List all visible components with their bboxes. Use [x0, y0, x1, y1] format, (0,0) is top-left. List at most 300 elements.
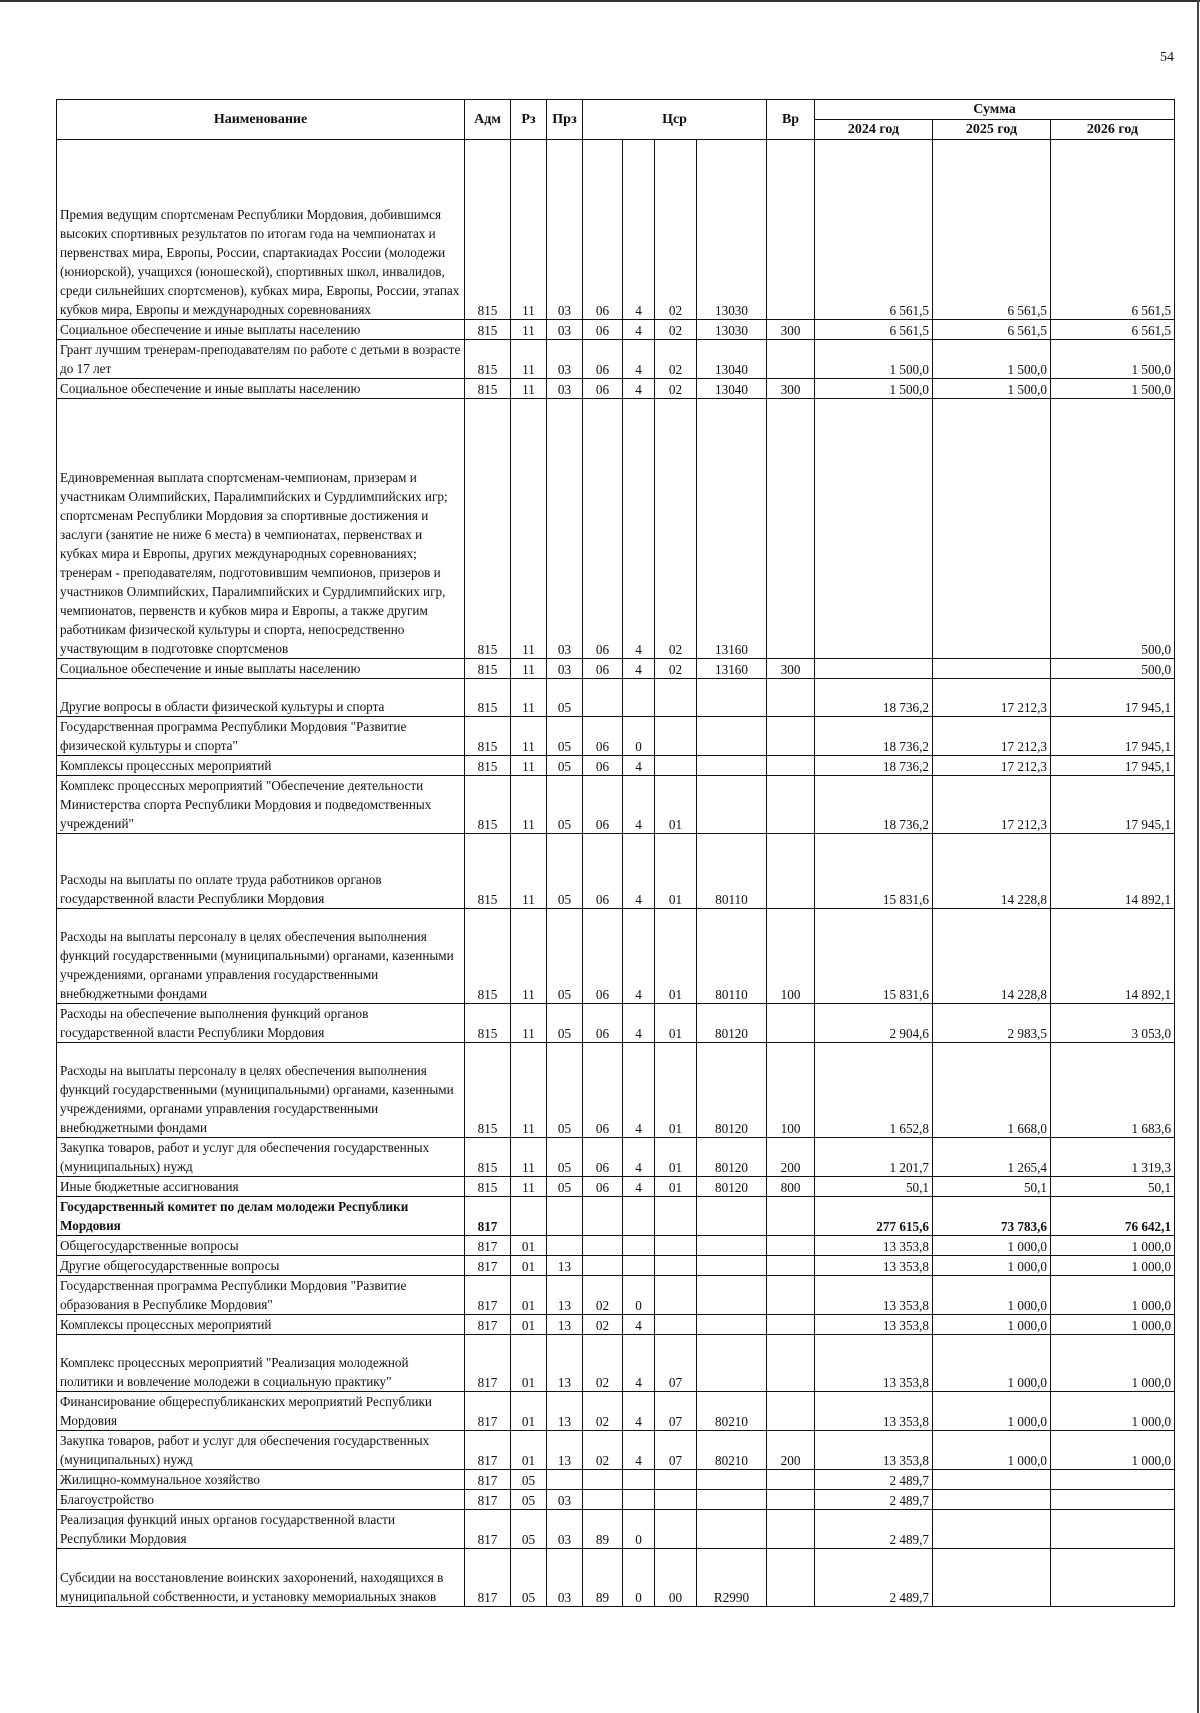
row-csr-2	[623, 1490, 655, 1510]
row-prz	[547, 1197, 583, 1236]
row-csr-1	[583, 679, 623, 717]
row-value-2024: 6 561,5	[815, 320, 933, 340]
table-row	[57, 1392, 1175, 1431]
row-csr-2	[623, 679, 655, 717]
table-row	[57, 756, 1175, 776]
row-csr-2	[623, 1236, 655, 1256]
row-value-2024: 13 353,8	[815, 1236, 933, 1256]
row-adm: 815	[465, 379, 511, 399]
row-csr-3	[655, 1470, 697, 1490]
row-prz: 05	[547, 756, 583, 776]
row-prz: 05	[547, 1138, 583, 1177]
row-adm: 815	[465, 399, 511, 659]
row-rz: 11	[511, 776, 547, 834]
row-vr	[767, 1004, 815, 1043]
row-adm: 815	[465, 776, 511, 834]
row-csr-1: 06	[583, 659, 623, 679]
row-name: Премия ведущим спортсменам Республики Мордовия, добившимся высоких спортивных результатов по итогам года на чемпионатах и первенствах мира, Европы, России, спартакиадах России (молодежи (юниорской), учащихся (юношеской), спортивных школ, инвалидов, среди сильнейших спортсменов), кубках мира, Европы, России, этапах кубков мира, Европы и международных соревнованиях	[57, 140, 465, 320]
header-sum: Сумма	[815, 100, 1175, 120]
row-rz: 01	[511, 1256, 547, 1276]
row-name: Комплекс процессных мероприятий "Обеспечение деятельности Министерства спорта Республики Мордовия и подведомственных учреждений"	[57, 776, 465, 834]
header-year-2025: 2025 год	[933, 120, 1051, 140]
row-csr-3: 01	[655, 909, 697, 1004]
header-csr: Цср	[583, 100, 767, 140]
row-rz: 01	[511, 1335, 547, 1392]
row-adm: 815	[465, 1177, 511, 1197]
row-rz: 11	[511, 909, 547, 1004]
row-csr-3: 07	[655, 1431, 697, 1470]
row-csr-1: 06	[583, 1138, 623, 1177]
row-value-2024: 2 904,6	[815, 1004, 933, 1043]
row-csr-1: 06	[583, 140, 623, 320]
row-name: Государственная программа Республики Мордовия "Развитие образования в Республике Мордовия"	[57, 1276, 465, 1315]
row-csr-1: 06	[583, 909, 623, 1004]
budget-table	[56, 99, 1175, 1607]
row-vr	[767, 717, 815, 756]
row-value-2025: 1 000,0	[933, 1335, 1051, 1392]
row-rz: 05	[511, 1470, 547, 1490]
row-value-2026	[1051, 1549, 1175, 1607]
row-csr-1: 06	[583, 756, 623, 776]
row-value-2026: 6 561,5	[1051, 320, 1175, 340]
row-value-2026: 14 892,1	[1051, 909, 1175, 1004]
row-csr-2: 4	[623, 1431, 655, 1470]
row-csr-4	[697, 776, 767, 834]
table-body	[57, 140, 1175, 1607]
row-csr-3: 01	[655, 1177, 697, 1197]
row-vr: 200	[767, 1431, 815, 1470]
row-name: Расходы на выплаты персоналу в целях обеспечения выполнения функций государственными (муниципальными) органами, казенными учреждениями, органами управления государственными внебюджетными фондами	[57, 909, 465, 1004]
row-name: Социальное обеспечение и иные выплаты населению	[57, 379, 465, 399]
row-adm: 817	[465, 1490, 511, 1510]
row-prz: 05	[547, 776, 583, 834]
row-csr-3	[655, 1510, 697, 1549]
row-value-2026: 1 500,0	[1051, 379, 1175, 399]
row-rz: 11	[511, 1043, 547, 1138]
row-csr-4	[697, 756, 767, 776]
row-rz: 11	[511, 834, 547, 909]
row-value-2024: 1 201,7	[815, 1138, 933, 1177]
row-csr-1	[583, 1256, 623, 1276]
row-csr-3: 01	[655, 1138, 697, 1177]
row-csr-3: 01	[655, 776, 697, 834]
row-csr-1: 89	[583, 1549, 623, 1607]
row-csr-3	[655, 1256, 697, 1276]
row-csr-1: 02	[583, 1392, 623, 1431]
row-csr-3	[655, 756, 697, 776]
row-csr-2: 4	[623, 320, 655, 340]
row-csr-1: 06	[583, 1177, 623, 1197]
row-vr	[767, 834, 815, 909]
row-csr-3: 02	[655, 320, 697, 340]
row-vr	[767, 1490, 815, 1510]
row-csr-1: 89	[583, 1510, 623, 1549]
row-csr-3: 02	[655, 399, 697, 659]
row-csr-1: 06	[583, 1004, 623, 1043]
table-row	[57, 659, 1175, 679]
row-value-2025	[933, 399, 1051, 659]
row-prz: 03	[547, 1510, 583, 1549]
row-value-2024: 50,1	[815, 1177, 933, 1197]
row-prz: 13	[547, 1431, 583, 1470]
row-value-2026: 500,0	[1051, 659, 1175, 679]
row-name: Субсидии на восстановление воинских захоронений, находящихся в муниципальной собственности, и установку мемориальных знаков	[57, 1549, 465, 1607]
row-csr-3: 01	[655, 834, 697, 909]
row-adm: 817	[465, 1197, 511, 1236]
row-vr: 100	[767, 1043, 815, 1138]
row-value-2025: 17 212,3	[933, 679, 1051, 717]
row-adm: 815	[465, 834, 511, 909]
row-name: Благоустройство	[57, 1490, 465, 1510]
table-row	[57, 1549, 1175, 1607]
row-csr-3: 07	[655, 1335, 697, 1392]
row-name: Государственная программа Республики Мордовия "Развитие физической культуры и спорта"	[57, 717, 465, 756]
row-csr-4	[697, 1510, 767, 1549]
row-csr-1	[583, 1470, 623, 1490]
row-csr-4	[697, 1470, 767, 1490]
header-adm: Адм	[465, 100, 511, 140]
table-row	[57, 140, 1175, 320]
row-prz	[547, 1236, 583, 1256]
row-value-2025: 14 228,8	[933, 834, 1051, 909]
row-name: Единовременная выплата спортсменам-чемпионам, призерам и участникам Олимпийских, Паралимпийских и Сурдлимпийских игр; спортсменам Республики Мордовия за спортивные достижения и заслуги (занятие не ниже 6 места) в чемпионатах, первенствах и кубках мира и Европы, других международных соревнованиях; тренерам - преподавателям, подготовившим чемпионов, призеров и участников Олимпийских, Паралимпийских и Сурдлимпийских игр, чемпионатов, первенств и кубков мира и Европы, а также другим работникам физической культуры и спорта, непосредственно участвующим в подготовке спортсменов	[57, 399, 465, 659]
row-rz: 11	[511, 399, 547, 659]
row-rz: 05	[511, 1549, 547, 1607]
row-prz: 03	[547, 399, 583, 659]
row-vr	[767, 776, 815, 834]
row-prz: 03	[547, 140, 583, 320]
row-csr-1	[583, 1197, 623, 1236]
row-rz: 01	[511, 1236, 547, 1256]
row-csr-4: 80110	[697, 834, 767, 909]
row-rz: 11	[511, 1177, 547, 1197]
row-value-2024	[815, 399, 933, 659]
row-prz: 05	[547, 909, 583, 1004]
row-csr-1: 06	[583, 320, 623, 340]
row-rz: 11	[511, 379, 547, 399]
table-row	[57, 399, 1175, 659]
row-value-2025: 1 000,0	[933, 1392, 1051, 1431]
row-value-2025: 1 668,0	[933, 1043, 1051, 1138]
row-value-2024: 1 500,0	[815, 379, 933, 399]
row-vr	[767, 1549, 815, 1607]
row-vr	[767, 1236, 815, 1256]
table-row	[57, 1490, 1175, 1510]
row-csr-2	[623, 1470, 655, 1490]
row-csr-1: 02	[583, 1315, 623, 1335]
page-border-right	[1197, 0, 1199, 1713]
row-csr-4: 13030	[697, 140, 767, 320]
row-vr	[767, 1197, 815, 1236]
row-name: Расходы на обеспечение выполнения функций органов государственной власти Республики Мордовия	[57, 1004, 465, 1043]
row-value-2025	[933, 1490, 1051, 1510]
row-rz: 11	[511, 140, 547, 320]
row-value-2024	[815, 659, 933, 679]
row-adm: 815	[465, 659, 511, 679]
row-prz: 13	[547, 1392, 583, 1431]
row-adm: 817	[465, 1392, 511, 1431]
row-value-2025: 50,1	[933, 1177, 1051, 1197]
row-vr	[767, 140, 815, 320]
row-csr-4	[697, 1315, 767, 1335]
row-value-2025: 73 783,6	[933, 1197, 1051, 1236]
row-csr-4: 80210	[697, 1392, 767, 1431]
header-year-2024: 2024 год	[815, 120, 933, 140]
row-vr	[767, 340, 815, 379]
row-value-2026: 1 000,0	[1051, 1276, 1175, 1315]
row-csr-3: 00	[655, 1549, 697, 1607]
row-csr-1: 06	[583, 776, 623, 834]
row-csr-2: 4	[623, 1138, 655, 1177]
row-value-2025: 1 000,0	[933, 1431, 1051, 1470]
row-value-2024: 18 736,2	[815, 717, 933, 756]
row-value-2024: 15 831,6	[815, 834, 933, 909]
row-prz: 03	[547, 659, 583, 679]
row-csr-4: 80110	[697, 909, 767, 1004]
table-row	[57, 1276, 1175, 1315]
row-csr-1	[583, 1490, 623, 1510]
row-vr	[767, 1276, 815, 1315]
row-csr-4: 80120	[697, 1043, 767, 1138]
row-csr-4: 80120	[697, 1004, 767, 1043]
row-value-2026: 1 000,0	[1051, 1256, 1175, 1276]
row-csr-1: 06	[583, 1043, 623, 1138]
row-value-2024: 1 652,8	[815, 1043, 933, 1138]
row-value-2026: 500,0	[1051, 399, 1175, 659]
row-csr-2: 4	[623, 776, 655, 834]
row-value-2025: 1 265,4	[933, 1138, 1051, 1177]
row-csr-2: 4	[623, 340, 655, 379]
row-value-2026	[1051, 1510, 1175, 1549]
row-value-2024: 13 353,8	[815, 1335, 933, 1392]
table-row	[57, 1138, 1175, 1177]
row-value-2026: 14 892,1	[1051, 834, 1175, 909]
row-value-2025: 1 500,0	[933, 379, 1051, 399]
table-row	[57, 1431, 1175, 1470]
row-vr	[767, 1392, 815, 1431]
row-csr-3	[655, 1276, 697, 1315]
row-csr-4: 80120	[697, 1138, 767, 1177]
row-value-2025: 17 212,3	[933, 756, 1051, 776]
row-csr-4	[697, 1490, 767, 1510]
row-rz: 05	[511, 1510, 547, 1549]
row-adm: 815	[465, 340, 511, 379]
row-adm: 817	[465, 1315, 511, 1335]
row-prz: 05	[547, 834, 583, 909]
row-rz: 11	[511, 1138, 547, 1177]
row-prz: 05	[547, 1043, 583, 1138]
row-value-2026: 17 945,1	[1051, 776, 1175, 834]
row-csr-4: 13040	[697, 379, 767, 399]
table-row	[57, 1197, 1175, 1236]
row-name: Финансирование общереспубликанских мероприятий Республики Мордовия	[57, 1392, 465, 1431]
row-csr-4	[697, 1256, 767, 1276]
row-adm: 817	[465, 1256, 511, 1276]
row-name: Расходы на выплаты персоналу в целях обеспечения выполнения функций государственными (муниципальными) органами, казенными учреждениями, органами управления государственными внебюджетными фондами	[57, 1043, 465, 1138]
row-csr-2	[623, 1197, 655, 1236]
table-row	[57, 320, 1175, 340]
row-csr-2: 0	[623, 717, 655, 756]
row-prz: 05	[547, 1177, 583, 1197]
table-row	[57, 1004, 1175, 1043]
row-adm: 815	[465, 320, 511, 340]
row-csr-3	[655, 1315, 697, 1335]
row-name: Общегосударственные вопросы	[57, 1236, 465, 1256]
row-adm: 817	[465, 1335, 511, 1392]
row-value-2024: 2 489,7	[815, 1490, 933, 1510]
row-adm: 815	[465, 679, 511, 717]
row-value-2026	[1051, 1490, 1175, 1510]
table-row	[57, 679, 1175, 717]
row-prz: 05	[547, 717, 583, 756]
row-vr	[767, 1510, 815, 1549]
row-value-2024: 18 736,2	[815, 679, 933, 717]
row-csr-3	[655, 1197, 697, 1236]
row-csr-3: 01	[655, 1004, 697, 1043]
row-value-2025: 1 000,0	[933, 1236, 1051, 1256]
row-csr-2: 4	[623, 756, 655, 776]
row-rz: 05	[511, 1490, 547, 1510]
row-csr-2: 4	[623, 909, 655, 1004]
row-rz: 01	[511, 1431, 547, 1470]
row-csr-4: 13030	[697, 320, 767, 340]
row-csr-3	[655, 1236, 697, 1256]
table-row	[57, 1510, 1175, 1549]
table-row	[57, 909, 1175, 1004]
row-prz: 13	[547, 1315, 583, 1335]
table-row	[57, 834, 1175, 909]
row-csr-1: 06	[583, 717, 623, 756]
row-rz	[511, 1197, 547, 1236]
row-adm: 815	[465, 756, 511, 776]
row-name: Закупка товаров, работ и услуг для обеспечения государственных (муниципальных) нужд	[57, 1431, 465, 1470]
row-csr-4: 80120	[697, 1177, 767, 1197]
row-adm: 815	[465, 1138, 511, 1177]
table-row	[57, 1256, 1175, 1276]
row-csr-1: 06	[583, 379, 623, 399]
row-csr-4: 80210	[697, 1431, 767, 1470]
row-value-2025	[933, 1510, 1051, 1549]
row-value-2025: 2 983,5	[933, 1004, 1051, 1043]
row-csr-2: 4	[623, 379, 655, 399]
row-csr-2: 4	[623, 1004, 655, 1043]
row-csr-4	[697, 1276, 767, 1315]
row-value-2025: 1 000,0	[933, 1315, 1051, 1335]
table-row	[57, 717, 1175, 756]
header-rz: Рз	[511, 100, 547, 140]
row-vr: 100	[767, 909, 815, 1004]
row-csr-2: 4	[623, 659, 655, 679]
row-csr-1: 06	[583, 399, 623, 659]
row-value-2025: 1 000,0	[933, 1276, 1051, 1315]
header-year-2026: 2026 год	[1051, 120, 1175, 140]
row-rz: 11	[511, 717, 547, 756]
row-adm: 815	[465, 1043, 511, 1138]
row-name: Расходы на выплаты по оплате труда работников органов государственной власти Республики Мордовия	[57, 834, 465, 909]
row-csr-2: 4	[623, 1335, 655, 1392]
row-csr-1: 02	[583, 1335, 623, 1392]
row-adm: 817	[465, 1431, 511, 1470]
row-csr-2: 0	[623, 1549, 655, 1607]
row-name: Комплекс процессных мероприятий "Реализация молодежной политики и вовлечение молодежи в социальную практику"	[57, 1335, 465, 1392]
page-number: 54	[1160, 50, 1174, 65]
row-name: Жилищно-коммунальное хозяйство	[57, 1470, 465, 1490]
row-value-2024: 277 615,6	[815, 1197, 933, 1236]
row-csr-1: 02	[583, 1276, 623, 1315]
row-adm: 815	[465, 140, 511, 320]
row-prz: 03	[547, 340, 583, 379]
row-csr-3	[655, 1490, 697, 1510]
row-csr-2: 4	[623, 399, 655, 659]
row-adm: 817	[465, 1470, 511, 1490]
row-csr-4	[697, 1335, 767, 1392]
row-name: Иные бюджетные ассигнования	[57, 1177, 465, 1197]
row-csr-4: 13160	[697, 399, 767, 659]
row-csr-2: 4	[623, 140, 655, 320]
row-csr-2: 4	[623, 834, 655, 909]
row-csr-2: 4	[623, 1315, 655, 1335]
header-name: Наименование	[57, 100, 465, 140]
row-rz: 11	[511, 1004, 547, 1043]
row-vr: 200	[767, 1138, 815, 1177]
row-rz: 01	[511, 1315, 547, 1335]
row-value-2025	[933, 1549, 1051, 1607]
row-prz: 03	[547, 379, 583, 399]
row-vr	[767, 679, 815, 717]
row-csr-2: 0	[623, 1276, 655, 1315]
row-prz: 05	[547, 679, 583, 717]
row-value-2026: 76 642,1	[1051, 1197, 1175, 1236]
row-csr-4: 13160	[697, 659, 767, 679]
row-csr-1: 06	[583, 834, 623, 909]
row-value-2025: 1 500,0	[933, 340, 1051, 379]
row-value-2024: 13 353,8	[815, 1431, 933, 1470]
row-value-2026: 6 561,5	[1051, 140, 1175, 320]
row-csr-4	[697, 717, 767, 756]
row-value-2025	[933, 1470, 1051, 1490]
row-value-2026: 17 945,1	[1051, 679, 1175, 717]
row-name: Социальное обеспечение и иные выплаты населению	[57, 659, 465, 679]
row-vr: 300	[767, 320, 815, 340]
header-prz: Прз	[547, 100, 583, 140]
row-value-2024: 2 489,7	[815, 1510, 933, 1549]
row-value-2024: 18 736,2	[815, 756, 933, 776]
row-value-2026: 1 000,0	[1051, 1236, 1175, 1256]
row-value-2026	[1051, 1470, 1175, 1490]
row-adm: 815	[465, 1004, 511, 1043]
row-csr-2: 4	[623, 1043, 655, 1138]
row-value-2026: 1 000,0	[1051, 1315, 1175, 1335]
row-adm: 817	[465, 1236, 511, 1256]
row-csr-4: 13040	[697, 340, 767, 379]
row-vr	[767, 1470, 815, 1490]
row-csr-3: 02	[655, 379, 697, 399]
row-vr	[767, 1335, 815, 1392]
row-csr-3: 02	[655, 340, 697, 379]
row-value-2024: 15 831,6	[815, 909, 933, 1004]
row-value-2025: 6 561,5	[933, 140, 1051, 320]
row-vr	[767, 1315, 815, 1335]
row-rz: 11	[511, 679, 547, 717]
row-value-2024: 18 736,2	[815, 776, 933, 834]
row-name: Закупка товаров, работ и услуг для обеспечения государственных (муниципальных) нужд	[57, 1138, 465, 1177]
row-rz: 11	[511, 659, 547, 679]
row-csr-3: 07	[655, 1392, 697, 1431]
row-csr-2: 0	[623, 1510, 655, 1549]
row-rz: 11	[511, 756, 547, 776]
row-prz: 03	[547, 1549, 583, 1607]
row-csr-3: 01	[655, 1043, 697, 1138]
